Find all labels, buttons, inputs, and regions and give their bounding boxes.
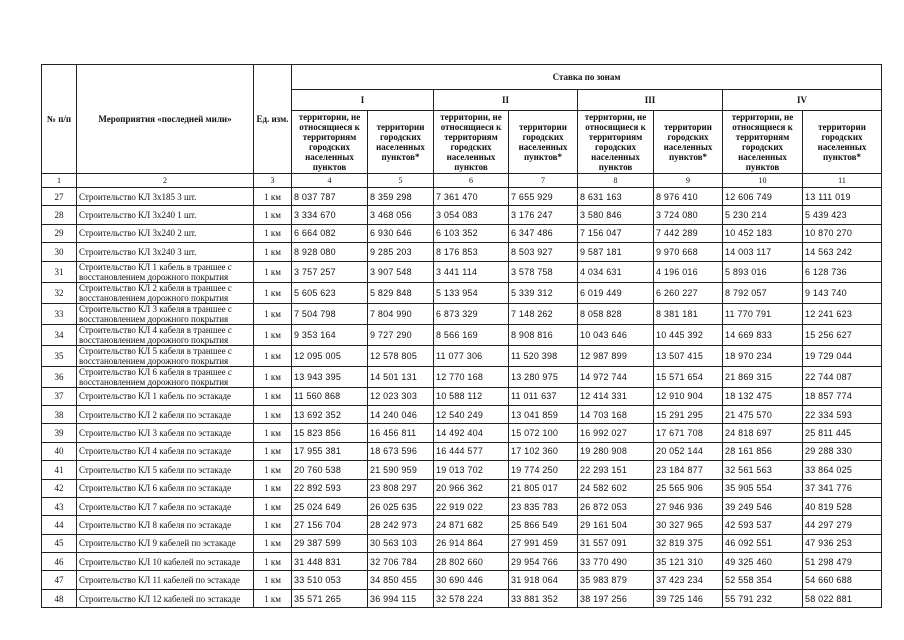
header-unit: Ед. изм.	[254, 65, 292, 174]
rate-value: 10 445 392	[654, 324, 723, 345]
rate-value: 3 334 670	[292, 206, 368, 224]
row-unit: 1 км	[254, 516, 292, 534]
row-unit: 1 км	[254, 387, 292, 405]
rate-value: 16 456 811	[368, 424, 434, 442]
rate-value: 7 442 289	[654, 224, 723, 242]
row-unit: 1 км	[254, 243, 292, 261]
row-event-name: Строительство КЛ 2 кабеля в траншее с восстановлением дорожного покрытия	[77, 282, 254, 303]
rate-value: 7 804 990	[368, 303, 434, 324]
row-event-name: Строительство КЛ 3 кабеля по эстакаде	[77, 424, 254, 442]
row-number: 37	[42, 387, 77, 405]
row-event-name: Строительство КЛ 6 кабеля по эстакаде	[77, 479, 254, 497]
rate-value: 3 054 083	[434, 206, 509, 224]
row-unit: 1 км	[254, 442, 292, 460]
rate-value: 15 256 627	[803, 324, 882, 345]
row-event-name: Строительство КЛ 3х240 1 шт.	[77, 206, 254, 224]
rate-value: 20 760 538	[292, 461, 368, 479]
row-number: 27	[42, 188, 77, 206]
rate-value: 39 249 546	[723, 497, 803, 515]
row-unit: 1 км	[254, 497, 292, 515]
header-num: № п/п	[42, 65, 77, 174]
rate-value: 27 946 936	[654, 497, 723, 515]
rate-value: 7 504 798	[292, 303, 368, 324]
rate-value: 16 444 577	[434, 442, 509, 460]
row-number: 29	[42, 224, 77, 242]
row-number: 40	[42, 442, 77, 460]
rate-value: 12 770 168	[434, 366, 509, 387]
rate-value: 8 359 298	[368, 188, 434, 206]
row-event-name: Строительство КЛ 10 кабелей по эстакаде	[77, 553, 254, 571]
rate-value: 28 802 660	[434, 553, 509, 571]
rate-value: 13 280 975	[509, 366, 578, 387]
table-row	[42, 424, 882, 442]
row-number: 35	[42, 345, 77, 366]
row-unit: 1 км	[254, 324, 292, 345]
row-number: 41	[42, 461, 77, 479]
rate-value: 51 298 479	[803, 553, 882, 571]
rate-value: 13 692 352	[292, 405, 368, 423]
rate-value: 19 729 044	[803, 345, 882, 366]
table-row	[42, 206, 882, 224]
row-number: 45	[42, 534, 77, 552]
header-zone-4: IV	[723, 90, 882, 111]
rate-value: 28 242 973	[368, 516, 434, 534]
header-zone-2-non-urban: территории, не относящиеся к территориям городских населенных пунктов	[434, 111, 509, 174]
rate-value: 8 976 410	[654, 188, 723, 206]
rate-value: 33 864 025	[803, 461, 882, 479]
table-header	[42, 65, 882, 174]
column-number: 7	[509, 174, 578, 188]
rate-value: 25 024 649	[292, 497, 368, 515]
row-event-name: Строительство КЛ 4 кабеля по эстакаде	[77, 442, 254, 460]
rate-value: 6 260 227	[654, 282, 723, 303]
rate-value: 6 128 736	[803, 261, 882, 282]
rate-value: 14 972 744	[578, 366, 654, 387]
rate-value: 32 578 224	[434, 589, 509, 607]
row-event-name: Строительство КЛ 2 кабеля по эстакаде	[77, 405, 254, 423]
rate-value: 8 058 828	[578, 303, 654, 324]
rate-value: 23 835 783	[509, 497, 578, 515]
table-row	[42, 303, 882, 324]
rate-value: 3 580 846	[578, 206, 654, 224]
table-row	[42, 461, 882, 479]
header-rate-title: Ставка по зонам	[292, 65, 882, 90]
rate-value: 5 439 423	[803, 206, 882, 224]
row-event-name: Строительство КЛ 4 кабеля в траншее с восстановлением дорожного покрытия	[77, 324, 254, 345]
rate-value: 17 671 708	[654, 424, 723, 442]
row-event-name: Строительство КЛ 5 кабеля по эстакаде	[77, 461, 254, 479]
rate-value: 49 325 460	[723, 553, 803, 571]
rate-value: 14 669 833	[723, 324, 803, 345]
rate-value: 8 503 927	[509, 243, 578, 261]
row-number: 32	[42, 282, 77, 303]
rate-value: 33 881 352	[509, 589, 578, 607]
rate-value: 27 991 459	[509, 534, 578, 552]
column-number: 1	[42, 174, 77, 188]
rate-value: 18 857 774	[803, 387, 882, 405]
rate-value: 3 907 548	[368, 261, 434, 282]
rate-value: 20 052 144	[654, 442, 723, 460]
table-row	[42, 534, 882, 552]
rate-value: 4 034 631	[578, 261, 654, 282]
rate-value: 15 072 100	[509, 424, 578, 442]
row-number: 48	[42, 589, 77, 607]
rate-value: 4 196 016	[654, 261, 723, 282]
rate-value: 11 560 868	[292, 387, 368, 405]
row-event-name: Строительство КЛ 7 кабеля по эстакаде	[77, 497, 254, 515]
row-event-name: Строительство КЛ 3х240 3 шт.	[77, 243, 254, 261]
header-zone-2: II	[434, 90, 578, 111]
header-zone-3: III	[578, 90, 723, 111]
rate-value: 33 770 490	[578, 553, 654, 571]
row-number: 46	[42, 553, 77, 571]
column-number: 5	[368, 174, 434, 188]
rate-value: 24 818 697	[723, 424, 803, 442]
rate-value: 30 563 103	[368, 534, 434, 552]
rate-value: 3 441 114	[434, 261, 509, 282]
table-row	[42, 243, 882, 261]
rate-value: 14 703 168	[578, 405, 654, 423]
rate-value: 55 791 232	[723, 589, 803, 607]
table-row	[42, 324, 882, 345]
rate-value: 40 819 528	[803, 497, 882, 515]
row-number: 39	[42, 424, 77, 442]
rate-value: 33 510 053	[292, 571, 368, 589]
rate-value: 3 468 056	[368, 206, 434, 224]
rate-value: 14 492 404	[434, 424, 509, 442]
rate-value: 29 161 504	[578, 516, 654, 534]
table-body	[42, 174, 882, 608]
rate-value: 8 566 169	[434, 324, 509, 345]
table-row	[42, 261, 882, 282]
row-event-name: Строительство КЛ 9 кабелей по эстакаде	[77, 534, 254, 552]
rate-value: 18 673 596	[368, 442, 434, 460]
row-event-name: Строительство КЛ 3х240 2 шт.	[77, 224, 254, 242]
rate-value: 7 655 929	[509, 188, 578, 206]
rate-value: 8 037 787	[292, 188, 368, 206]
row-unit: 1 км	[254, 479, 292, 497]
rate-value: 10 452 183	[723, 224, 803, 242]
rate-value: 11 520 398	[509, 345, 578, 366]
rate-value: 12 606 749	[723, 188, 803, 206]
rate-value: 25 866 549	[509, 516, 578, 534]
rate-value: 12 540 249	[434, 405, 509, 423]
row-number: 44	[42, 516, 77, 534]
rate-value: 36 994 115	[368, 589, 434, 607]
row-unit: 1 км	[254, 224, 292, 242]
rate-value: 6 930 646	[368, 224, 434, 242]
table-row	[42, 345, 882, 366]
rate-value: 8 176 853	[434, 243, 509, 261]
rate-value: 44 297 279	[803, 516, 882, 534]
rate-value: 9 727 290	[368, 324, 434, 345]
row-event-name: Строительство КЛ 11 кабелей по эстакаде	[77, 571, 254, 589]
column-number: 3	[254, 174, 292, 188]
rate-value: 3 578 758	[509, 261, 578, 282]
rate-value: 7 148 262	[509, 303, 578, 324]
rate-value: 10 870 270	[803, 224, 882, 242]
rate-value: 22 919 022	[434, 497, 509, 515]
header-zone-2-urban: территории городских населенных пунктов*	[509, 111, 578, 174]
rate-value: 21 475 570	[723, 405, 803, 423]
row-event-name: Строительство КЛ 1 кабель по эстакаде	[77, 387, 254, 405]
rate-value: 5 893 016	[723, 261, 803, 282]
rate-value: 6 103 352	[434, 224, 509, 242]
table-row	[42, 442, 882, 460]
rate-value: 17 955 381	[292, 442, 368, 460]
header-zone-1: I	[292, 90, 434, 111]
row-event-name: Строительство КЛ 12 кабелей по эстакаде	[77, 589, 254, 607]
row-number: 31	[42, 261, 77, 282]
row-unit: 1 км	[254, 188, 292, 206]
row-unit: 1 км	[254, 553, 292, 571]
table-row	[42, 224, 882, 242]
row-unit: 1 км	[254, 206, 292, 224]
rate-value: 22 892 593	[292, 479, 368, 497]
rate-value: 35 121 310	[654, 553, 723, 571]
rate-value: 20 966 362	[434, 479, 509, 497]
rate-value: 58 022 881	[803, 589, 882, 607]
table-row	[42, 479, 882, 497]
row-number: 38	[42, 405, 77, 423]
rate-value: 23 184 877	[654, 461, 723, 479]
rate-value: 8 631 163	[578, 188, 654, 206]
rate-value: 31 448 831	[292, 553, 368, 571]
rate-value: 8 792 057	[723, 282, 803, 303]
rate-value: 17 102 360	[509, 442, 578, 460]
column-number: 9	[654, 174, 723, 188]
rate-value: 39 725 146	[654, 589, 723, 607]
rate-value: 31 918 064	[509, 571, 578, 589]
rate-value: 13 507 415	[654, 345, 723, 366]
row-unit: 1 км	[254, 282, 292, 303]
header-zone-1-urban: территории городских населенных пунктов*	[368, 111, 434, 174]
table-row	[42, 387, 882, 405]
rate-value: 9 970 668	[654, 243, 723, 261]
rate-value: 26 025 635	[368, 497, 434, 515]
row-number: 30	[42, 243, 77, 261]
rate-value: 31 557 091	[578, 534, 654, 552]
rate-value: 35 983 879	[578, 571, 654, 589]
rate-value: 13 943 395	[292, 366, 368, 387]
header-zone-3-non-urban: территории, не относящиеся к территориям городских населенных пунктов	[578, 111, 654, 174]
row-unit: 1 км	[254, 366, 292, 387]
rate-value: 37 423 234	[654, 571, 723, 589]
table-row	[42, 553, 882, 571]
rate-value: 18 132 475	[723, 387, 803, 405]
rate-value: 3 757 257	[292, 261, 368, 282]
rate-value: 35 571 265	[292, 589, 368, 607]
rate-value: 3 724 080	[654, 206, 723, 224]
row-event-name: Строительство КЛ 8 кабеля по эстакаде	[77, 516, 254, 534]
table-row	[42, 589, 882, 607]
column-number: 2	[77, 174, 254, 188]
column-number: 11	[803, 174, 882, 188]
rate-value: 12 241 623	[803, 303, 882, 324]
table-row	[42, 188, 882, 206]
rate-value: 8 928 080	[292, 243, 368, 261]
rate-value: 6 347 486	[509, 224, 578, 242]
row-event-name: Строительство КЛ 6 кабеля в траншее с восстановлением дорожного покрытия	[77, 366, 254, 387]
table-row	[42, 571, 882, 589]
rate-value: 9 353 164	[292, 324, 368, 345]
rate-value: 5 605 623	[292, 282, 368, 303]
rate-value: 24 871 682	[434, 516, 509, 534]
header-zone-3-urban: территории городских населенных пунктов*	[654, 111, 723, 174]
rate-value: 10 588 112	[434, 387, 509, 405]
rate-value: 14 563 242	[803, 243, 882, 261]
rate-value: 6 873 329	[434, 303, 509, 324]
row-event-name: Строительство КЛ 1 кабель в траншее с восстановлением дорожного покрытия	[77, 261, 254, 282]
rate-value: 9 143 740	[803, 282, 882, 303]
row-unit: 1 км	[254, 534, 292, 552]
row-number: 28	[42, 206, 77, 224]
rate-value: 3 176 247	[509, 206, 578, 224]
rate-value: 7 361 470	[434, 188, 509, 206]
rate-value: 15 823 856	[292, 424, 368, 442]
header-event: Мероприятия «последней мили»	[77, 65, 254, 174]
rate-value: 25 565 906	[654, 479, 723, 497]
rate-value: 12 578 805	[368, 345, 434, 366]
rate-value: 19 774 250	[509, 461, 578, 479]
column-number: 10	[723, 174, 803, 188]
rate-value: 26 872 053	[578, 497, 654, 515]
rate-value: 13 111 019	[803, 188, 882, 206]
rate-value: 8 908 816	[509, 324, 578, 345]
rate-value: 24 582 602	[578, 479, 654, 497]
rate-value: 25 811 445	[803, 424, 882, 442]
rate-value: 12 910 904	[654, 387, 723, 405]
row-unit: 1 км	[254, 589, 292, 607]
rate-value: 32 706 784	[368, 553, 434, 571]
rate-value: 12 987 899	[578, 345, 654, 366]
rate-value: 22 293 151	[578, 461, 654, 479]
rate-value: 14 003 117	[723, 243, 803, 261]
rate-value: 22 744 087	[803, 366, 882, 387]
rate-value: 54 660 688	[803, 571, 882, 589]
rate-value: 5 133 954	[434, 282, 509, 303]
rate-value: 32 561 563	[723, 461, 803, 479]
rate-value: 46 092 551	[723, 534, 803, 552]
rate-value: 12 414 331	[578, 387, 654, 405]
rate-value: 12 023 303	[368, 387, 434, 405]
rate-value: 13 041 859	[509, 405, 578, 423]
table-row	[42, 497, 882, 515]
row-unit: 1 км	[254, 261, 292, 282]
rate-value: 11 077 306	[434, 345, 509, 366]
row-event-name: Строительство КЛ 3 кабеля в траншее с восстановлением дорожного покрытия	[77, 303, 254, 324]
rate-value: 8 381 181	[654, 303, 723, 324]
rate-value: 19 013 702	[434, 461, 509, 479]
rate-value: 16 992 027	[578, 424, 654, 442]
rate-value: 15 571 654	[654, 366, 723, 387]
table-row	[42, 516, 882, 534]
header-zone-4-urban: территории городских населенных пунктов*	[803, 111, 882, 174]
rate-value: 14 501 131	[368, 366, 434, 387]
rate-value: 29 387 599	[292, 534, 368, 552]
row-unit: 1 км	[254, 461, 292, 479]
rate-value: 21 869 315	[723, 366, 803, 387]
rate-value: 38 197 256	[578, 589, 654, 607]
row-unit: 1 км	[254, 303, 292, 324]
rate-value: 10 043 646	[578, 324, 654, 345]
rate-value: 30 327 965	[654, 516, 723, 534]
rate-value: 7 156 047	[578, 224, 654, 242]
rates-table	[41, 64, 882, 608]
rate-value: 5 339 312	[509, 282, 578, 303]
rate-value: 15 291 295	[654, 405, 723, 423]
column-numbers-row	[42, 174, 882, 188]
rate-value: 52 558 354	[723, 571, 803, 589]
column-number: 8	[578, 174, 654, 188]
row-unit: 1 км	[254, 424, 292, 442]
row-number: 47	[42, 571, 77, 589]
rate-value: 5 230 214	[723, 206, 803, 224]
column-number: 6	[434, 174, 509, 188]
rate-value: 6 019 449	[578, 282, 654, 303]
rate-value: 18 970 234	[723, 345, 803, 366]
column-number: 4	[292, 174, 368, 188]
rate-value: 19 280 908	[578, 442, 654, 460]
rate-value: 29 954 766	[509, 553, 578, 571]
rate-value: 9 587 181	[578, 243, 654, 261]
row-number: 43	[42, 497, 77, 515]
table-row	[42, 366, 882, 387]
rate-value: 21 805 017	[509, 479, 578, 497]
rate-value: 21 590 959	[368, 461, 434, 479]
rate-value: 27 156 704	[292, 516, 368, 534]
row-number: 34	[42, 324, 77, 345]
row-event-name: Строительство КЛ 5 кабеля в траншее с восстановлением дорожного покрытия	[77, 345, 254, 366]
rate-value: 26 914 864	[434, 534, 509, 552]
rate-value: 35 905 554	[723, 479, 803, 497]
rate-value: 22 334 593	[803, 405, 882, 423]
table-row	[42, 282, 882, 303]
rate-value: 12 095 005	[292, 345, 368, 366]
rate-value: 47 936 253	[803, 534, 882, 552]
rate-value: 28 161 856	[723, 442, 803, 460]
rate-value: 23 808 297	[368, 479, 434, 497]
table-row	[42, 405, 882, 423]
header-zone-4-non-urban: территории, не относящиеся к территориям городских населенных пунктов	[723, 111, 803, 174]
row-event-name: Строительство КЛ 3х185 3 шт.	[77, 188, 254, 206]
row-unit: 1 км	[254, 571, 292, 589]
rate-value: 30 690 446	[434, 571, 509, 589]
rate-value: 11 011 637	[509, 387, 578, 405]
row-unit: 1 км	[254, 345, 292, 366]
header-zone-1-non-urban: территории, не относящиеся к территориям городских населенных пунктов	[292, 111, 368, 174]
rate-value: 9 285 203	[368, 243, 434, 261]
rate-value: 11 770 791	[723, 303, 803, 324]
rate-value: 29 288 330	[803, 442, 882, 460]
rate-value: 14 240 046	[368, 405, 434, 423]
rate-value: 6 664 082	[292, 224, 368, 242]
rate-value: 32 819 375	[654, 534, 723, 552]
rate-value: 42 593 537	[723, 516, 803, 534]
row-number: 36	[42, 366, 77, 387]
rate-value: 5 829 848	[368, 282, 434, 303]
rate-value: 37 341 776	[803, 479, 882, 497]
row-number: 42	[42, 479, 77, 497]
rate-value: 34 850 455	[368, 571, 434, 589]
row-number: 33	[42, 303, 77, 324]
row-unit: 1 км	[254, 405, 292, 423]
